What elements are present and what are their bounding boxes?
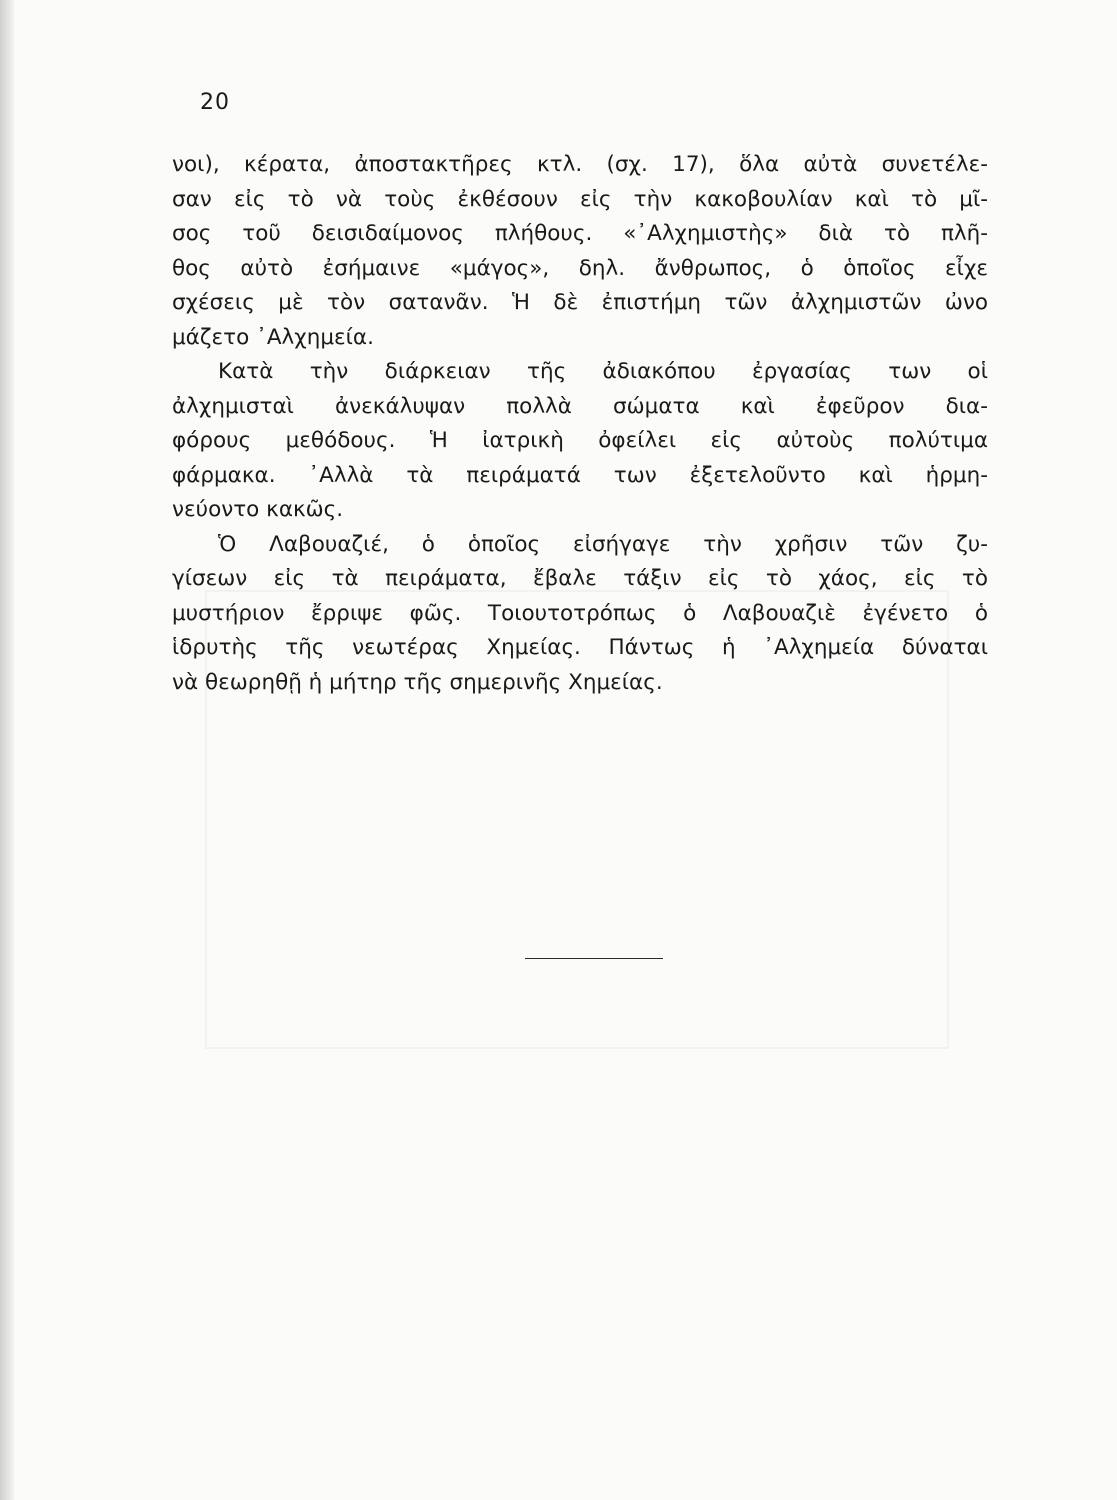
section-end-rule <box>525 958 663 959</box>
text-line: ἀλχημισταὶ ἀνεκάλυψαν πολλὰ σώματα καὶ ἐφεῦρον δια- <box>172 393 988 419</box>
text-line: ἱδρυτὴς τῆς νεωτέρας Χημείας. Πάντως ἡ ᾿Αλχημεία δύναται <box>172 635 988 660</box>
text-line: μάζετο ᾿Αλχημεία. <box>172 324 374 350</box>
text-line: φάρμακα. ᾿Αλλὰ τὰ πειράματά των ἐξετελοῦντο καὶ ἡρμη- <box>172 462 988 488</box>
text-line: γίσεων εἰς τὰ πειράματα, ἔβαλε τάξιν εἰς τὸ χάος, εἰς τὸ <box>172 566 988 591</box>
text-line: σος τοῦ δεισιδαίμονος πλήθους. «᾿Αλχημιστὴς» διὰ τὸ πλῆ- <box>172 221 988 246</box>
text-line: Ὁ Λαβουαζιέ, ὁ ὁποῖος εἰσήγαγε τὴν χρῆσιν τῶν ζυ- <box>218 531 988 557</box>
text-line: φόρους μεθόδους. Ἡ ἰατρικὴ ὀφείλει εἰς αὐτοὺς πολύτιμα <box>172 428 988 453</box>
text-line: θος αὐτὸ ἐσήμαινε «μάγος», δηλ. ἄνθρωπος, ὁ ὁποῖος εἶχε <box>172 255 988 281</box>
page-number: 20 <box>200 90 230 115</box>
text-line: μυστήριον ἔρριψε φῶς. Τοιουτοτρόπως ὁ Λαβουαζιὲ ἐγένετο ὁ <box>172 600 988 626</box>
body-text <box>172 148 988 700</box>
text-line: Κατὰ τὴν διάρκειαν τῆς ἀδιακόπου ἐργασίας των οἱ <box>218 359 988 384</box>
text-line: σχέσεις μὲ τὸν σατανᾶν. Ἡ δὲ ἐπιστήμη τῶν ἀλχημιστῶν ὠνο <box>172 290 988 315</box>
text-line: νεύοντο κακῶς. <box>172 497 344 522</box>
page-edge-shadow <box>0 0 14 1500</box>
text-line: σαν εἰς τὸ νὰ τοὺς ἐκθέσουν εἰς τὴν κακοβουλίαν καὶ τὸ μῖ- <box>172 186 988 212</box>
text-line: νὰ θεωρηθῇ ἡ μήτηρ τῆς σημερινῆς Χημείας. <box>172 669 663 695</box>
text-line: νοι), κέρατα, ἀποστακτῆρες κτλ. (σχ. 17), ὅλα αὐτὰ συνετέλε- <box>172 152 988 177</box>
